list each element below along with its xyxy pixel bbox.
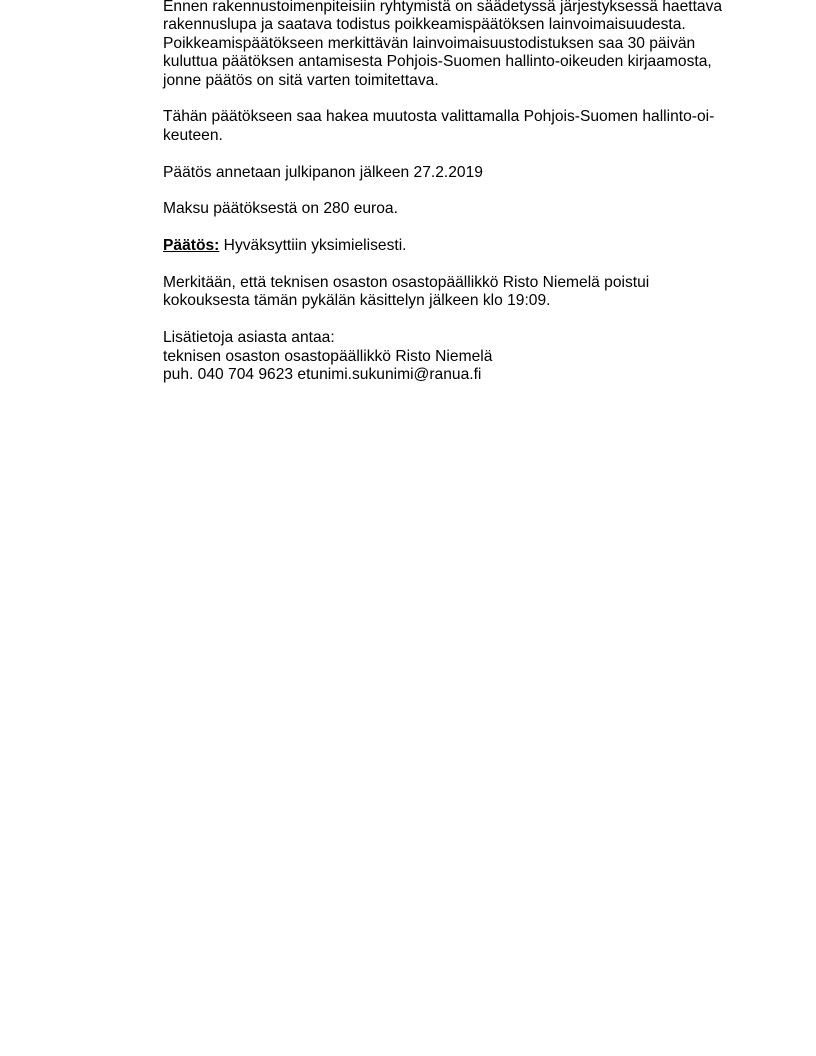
paragraph-permit [163, 0, 753, 90]
contact-person: teknisen osaston osastopäällikkö Risto Niemelä [163, 347, 493, 365]
text-line: Tähän päätökseen saa hakea muutosta valittamalla Pohjois-Suomen hallinto-oi- [163, 108, 715, 126]
contact-phone-email: puh. 040 704 9623 etunimi.sukunimi@ranua.fi [163, 366, 482, 384]
decision-text: Hyväksyttiin yksimielisesti. [219, 237, 407, 255]
paragraph-issued [163, 164, 753, 182]
text-line: Päätös annetaan julkipanon jälkeen 27.2.2019 [163, 163, 483, 181]
decision-label: Päätös: [163, 237, 220, 255]
paragraph-spacer [163, 219, 753, 237]
text-line: kuluttua päätöksen antamisesta Pohjois-Suomen hallinto-oikeuden kirjaamosta, [163, 53, 712, 71]
text-line: kokouksesta tämän pykälän käsittelyn jälkeen klo 19:09. [163, 292, 551, 310]
paragraph-note [163, 274, 753, 311]
document-page [163, 0, 753, 384]
text-line: Ennen rakennustoimenpiteisiin ryhtymistä on säädetyssä järjestyksessä haettava [163, 0, 723, 15]
paragraph-spacer [163, 256, 753, 274]
text-line: keuteen. [163, 126, 223, 144]
contact-heading: Lisätietoja asiasta antaa: [163, 329, 335, 347]
text-line: Poikkeamispäätökseen merkittävän lainvoimaisuustodistuksen saa 30 päivän [163, 34, 696, 52]
text-line: rakennuslupa ja saatava todistus poikkeamispäätöksen lainvoimaisuudesta. [163, 16, 686, 34]
text-line: Merkitään, että teknisen osaston osastopäällikkö Risto Niemelä poistui [163, 274, 650, 292]
paragraph-spacer [163, 145, 753, 163]
paragraph-appeal [163, 108, 753, 145]
text-line: jonne päätös on sitä varten toimitettava. [163, 71, 439, 89]
contact-block [163, 329, 753, 384]
paragraph-spacer [163, 311, 753, 329]
paragraph-spacer [163, 182, 753, 200]
text-line: Maksu päätöksestä on 280 euroa. [163, 200, 398, 218]
decision-paragraph [163, 237, 753, 255]
paragraph-fee [163, 200, 753, 218]
paragraph-spacer [163, 90, 753, 108]
